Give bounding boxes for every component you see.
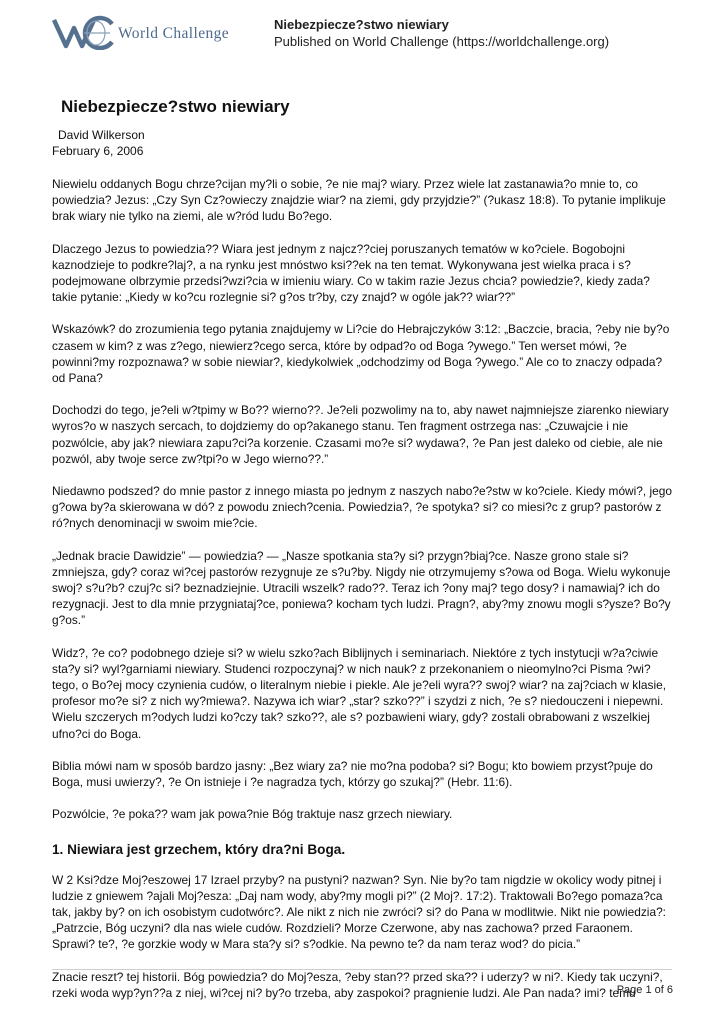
paragraph: „Jednak bracie Dawidzie” — powiedzia? — „Nasze spotkania sta?y si? przygn?biaj?ce. Nasze grono stale si? zmniejsza, gdy? coraz wi?cej pastorów rezygnuje ze s?u?by. Nigdy nie otrzymujemy s?owa od Boga. Wielu wykonuje swoj? s?u?b? czuj?c si? beznadziejnie. Utracili wszelk? rado??. Teraz ich ?ony maj? tego dosy? i namawiaj? ich do rezygnacji. Jest to dla mnie przygniataj?ce, poniewa? kocham tych ludzi. Pragn?, aby?my znowu mogli s?ysze? Bo?y g?os.”: [52, 548, 671, 628]
page-header: [0, 0, 725, 60]
paragraph: W 2 Ksi?dze Moj?eszowej 17 Izrael przyby? na pustyni? nazwan? Syn. Nie by?o tam nigdzie w okolicy wody pitnej i ludzie z gniewem ?ajali Moj?esza: „Daj nam wody, aby?my mogli pi?” (2 Moj?. 17:2). Traktowali Bo?ego pomaza?ca tak, jakby by? on ich osobistym cudotwórc?. Ale nikt z nich nie zwróci? si? do Pana w modlitwie. Nikt nie powiedzia?: „Patrzcie, Bóg uczyni? dla nas wiele cudów. Rozdzieli? Morze Czerwone, aby nas zachowa? przed Faraonem. Sprawi? te?, ?e gorzkie wody w Mara sta?y si? s?odkie. Na pewno te? da nam teraz wod? do picia.”: [52, 872, 666, 952]
article-author: David Wilkerson: [58, 128, 145, 142]
paragraph: Dochodzi do tego, je?eli w?tpimy w Bo?? wierno??. Je?eli pozwolimy na to, aby nawet najmniejsze ziarenko niewiary wyros?o w naszych sercach, to dojdziemy do op?akanego stanu. Ten fragment ostrzega nas: „Czuwajcie i nie pozwólcie, aby jak? niewiara zapu?ci?a korzenie. Czasami mo?e si? wydawa?, ?e Pan jest daleko od ciebie, ale nie pozwól, aby twoje serce zw?tpi?o w Jego wierno??.”: [52, 403, 669, 466]
article: [52, 96, 674, 1001]
section-heading: 1. Niewiara jest grzechem, który dra?ni Boga.: [52, 841, 346, 857]
header-published: Published on World Challenge (https://worldchallenge.org): [274, 34, 610, 49]
footer-divider: [52, 969, 672, 970]
paragraph: Pozwólcie, ?e poka?? wam jak powa?nie Bóg traktuje nasz grzech niewiary.: [52, 807, 453, 822]
page-number: Page 1 of 6: [616, 984, 673, 996]
header-doc-title: Niebezpiecze?stwo niewiary: [274, 17, 449, 32]
world-challenge-logo: [52, 14, 262, 50]
paragraph: Niewielu oddanych Bogu chrze?cijan my?li o sobie, ?e nie maj? wiary. Przez wiele lat zastanawia?o mnie to, co powiedzia? Jezus: „Czy Syn Cz?owieczy znajdzie wiar? na ziemi, gdy przyjdzie?” (?ukasz 18:8). To pytanie implikuje brak wiary nie tylko na ziemi, ale w?ród ludu Bo?ego.: [52, 177, 666, 224]
article-title: Niebezpiecze?stwo niewiary: [61, 97, 290, 116]
globe-icon: [52, 14, 116, 50]
paragraph: Niedawno podszed? do mnie pastor z innego miasta po jednym z naszych nabo?e?stw w ko?ciele. Kiedy mówi?, jego g?owa by?a skierowana w dó? z powodu zniech?cenia. Powiedzia?, ?e spotyka? si? co miesi?c z grup? pastorów z ró?nych denominacji w swoim mie?cie.: [52, 484, 672, 531]
paragraph: Biblia mówi nam w sposób bardzo jasny: „Bez wiary za? nie mo?na podoba? si? Bogu; kto bowiem przyst?puje do Boga, musi uwierzy?, ?e On istnieje i ?e nagradza tych, którzy go szukaj?” (Hebr. 11:6).: [52, 758, 653, 790]
article-date: February 6, 2006: [52, 144, 144, 158]
paragraph: Dlaczego Jezus to powiedzia?? Wiara jest jednym z najcz??ciej poruszanych tematów w ko?ciele. Bogobojni kaznodzieje to podkre?laj?, a na rynku jest mnóstwo ksi??ek na ten temat. Wykonywana jest wielka praca i s? podejmowane olbrzymie przedsi?wzi?cia w imieniu wiary. Co w takim razie Jezus chcia? powiedzie?, kiedy zada? takie pytanie: „Kiedy w ko?cu rozlegnie si? g?os tr?by, czy znajd? w ogóle jak?? wiar??”: [52, 241, 650, 305]
paragraph: Widz?, ?e co? podobnego dzieje si? w wielu szko?ach Biblijnych i seminariach. Niektóre z tych instytucji w?a?ciwie sta?y si? wyl?garniami niewiary. Studenci rozpoczynaj? w nich nauk? z przekonaniem o nieomylno?ci Pisma ?wi?tego, o Bo?ej mocy czynienia cudów, o literalnym niebie i piekle. Ale je?eli wyra?? swoj? wiar? na zaj?ciach w klasie, profesor mo?e si? z nich wy?miewa?. Nazywa ich wiar? „star? szko??” i szydzi z nich, ?e s? niedouczeni i niepewni. Wielu szczerych m?odych ludzi ko?czy tak? szko??, ale s? pozbawieni wiary, gdy? zostali obrabowani z wszelkiej ufno?ci do Boga.: [52, 645, 667, 741]
header-meta: [274, 16, 609, 50]
logo-text: World Challenge: [118, 25, 230, 42]
paragraph: Wskazówk? do zrozumienia tego pytania znajdujemy w Li?cie do Hebrajczyków 3:12: „Baczcie, bracia, ?eby nie by?o czasem w kim? z was z?ego, niewierz?cego serca, które by odpad?o od Boga ?ywego.” Ten werset mówi, ?e powinni?my rozpoznawa? w sobie niewiar?, kiedykolwiek „odchodzimy od Boga ?ywego.” Ale co to znaczy odpada? od Pana?: [52, 322, 670, 386]
paragraph: Znacie reszt? tej historii. Bóg powiedzia? do Moj?esza, ?eby stan?? przed ska?? i uderzy? w ni?. Kiedy tak uczyni?, rzeki woda wyp?yn??a z niej, wi?cej ni? by?o trzeba, aby zaspokoi? pragnienie ludzi. Ale Pan nada? imi? temu: [52, 969, 663, 1000]
